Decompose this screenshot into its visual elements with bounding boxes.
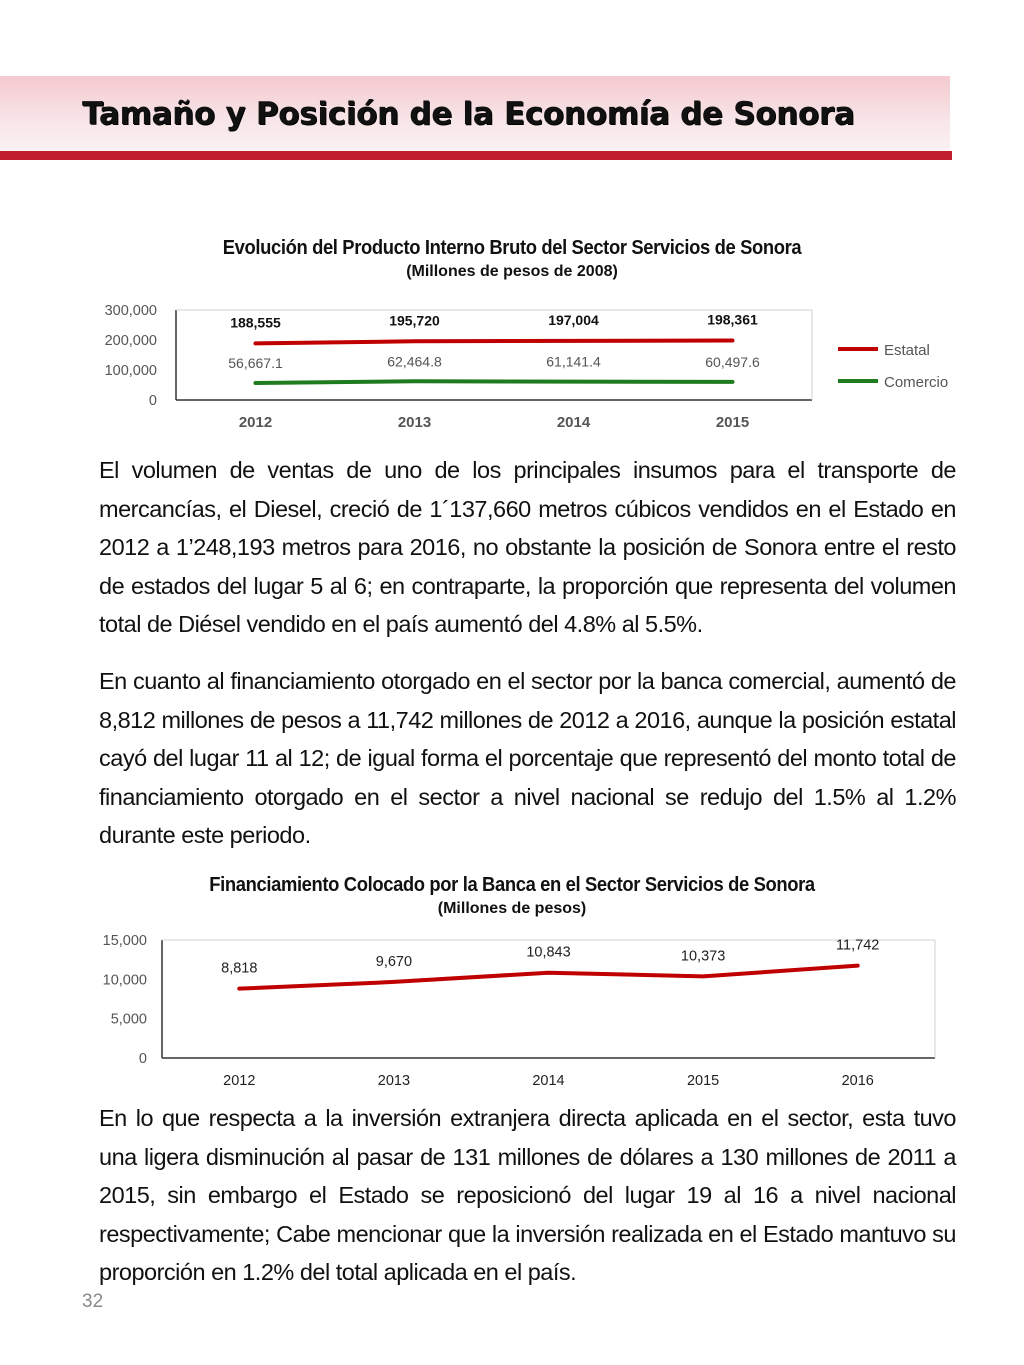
y-tick-label: 100,000: [104, 363, 157, 379]
data-label: 197,004: [548, 311, 599, 328]
legend-label-estatal: Estatal: [884, 342, 930, 359]
gdp-chart-subtitle: (Millones de pesos de 2008): [406, 263, 618, 280]
legend-label-comercio: Comercio: [884, 374, 949, 391]
y-tick-label: 300,000: [104, 303, 157, 319]
financing-chart-title: Financiamiento Colocado por la Banca en el Sector Servicios de Sonora: [209, 874, 815, 896]
paragraph-financing: En cuanto al financiamiento otorgado en el sector por la banca comercial, aumentó de 8,812 millones de pesos a 11,742 millones de 2012 a 2016, aunque la posición estatal cayó del lugar 11 al 12; de igual forma el porcentaje que representó del monto total de financiamiento otorgado en el sector a nivel nacional se redujo del 1.5% al 1.2% durante este periodo.: [99, 668, 956, 848]
x-tick-label: 2012: [238, 414, 273, 431]
financing-line-chart: [0, 930, 1024, 1095]
data-label: 56,667.1: [228, 354, 283, 371]
header-accent-rule: [0, 151, 952, 160]
y-tick-label: 0: [138, 1051, 147, 1067]
x-tick-label: 2013: [397, 414, 432, 431]
data-label: 60,497.6: [705, 353, 760, 370]
data-label: 8,818: [221, 960, 258, 977]
series-line-comercio: [256, 381, 733, 383]
x-tick-label: 2014: [556, 414, 591, 431]
x-tick-label: 2012: [223, 1073, 256, 1089]
data-label: 11,742: [836, 937, 880, 954]
x-tick-label: 2015: [715, 414, 750, 431]
page-title: Tamaño y Posición de la Economía de Sonora: [82, 96, 855, 132]
y-tick-label: 10,000: [102, 972, 147, 989]
data-label: 9,670: [375, 953, 413, 970]
x-tick-label: 2014: [532, 1073, 565, 1089]
page-number: 32: [82, 1291, 104, 1312]
data-label: 62,464.8: [387, 353, 442, 370]
gdp-line-chart: [0, 290, 1024, 440]
y-tick-label: 0: [148, 393, 157, 409]
y-tick-label: 200,000: [104, 333, 157, 349]
financing-chart-subtitle: (Millones de pesos): [437, 900, 587, 917]
data-label: 61,141.4: [546, 353, 601, 370]
paragraph-investment: En lo que respecta a la inversión extranjera directa aplicada en el sector, esta tuvo una ligera disminución al pasar de 131 millones de dólares a 130 millones de 2011 a 2015, sin embargo el Estado se reposicionó del lugar 19 al 16 a nivel nacional respectivamente; Cabe mencionar que la inversión realizada en el Estado mantuvo su proporción en 1.2% del total aplicada en el país.: [99, 1105, 956, 1285]
gdp-chart-title: Evolución del Producto Interno Bruto del Sector Servicios de Sonora: [222, 237, 802, 259]
y-tick-label: 5,000: [110, 1011, 147, 1028]
series-line-estatal: [256, 340, 733, 343]
data-label: 198,361: [707, 311, 758, 328]
paragraph-diesel: El volumen de ventas de uno de los principales insumos para el transporte de mercancías, el Diesel, creció de 1´137,660 metros cúbicos vendidos en el Estado en 2012 a 1’248,193 metros para 2016, no obstante la posición de Sonora entre el resto de estados del lugar 5 al 6; en contraparte, la proporción que representa del volumen total de Diésel vendido en el país aumentó del 4.8% al 5.5%.: [99, 457, 956, 637]
series-line: [239, 966, 857, 989]
x-tick-label: 2013: [377, 1073, 411, 1089]
data-label: 10,843: [526, 944, 571, 961]
data-label: 10,373: [680, 948, 726, 965]
x-tick-label: 2016: [841, 1073, 874, 1089]
x-tick-label: 2015: [686, 1073, 720, 1089]
y-tick-label: 15,000: [102, 933, 147, 949]
data-label: 195,720: [389, 312, 440, 329]
data-label: 188,555: [230, 314, 281, 331]
